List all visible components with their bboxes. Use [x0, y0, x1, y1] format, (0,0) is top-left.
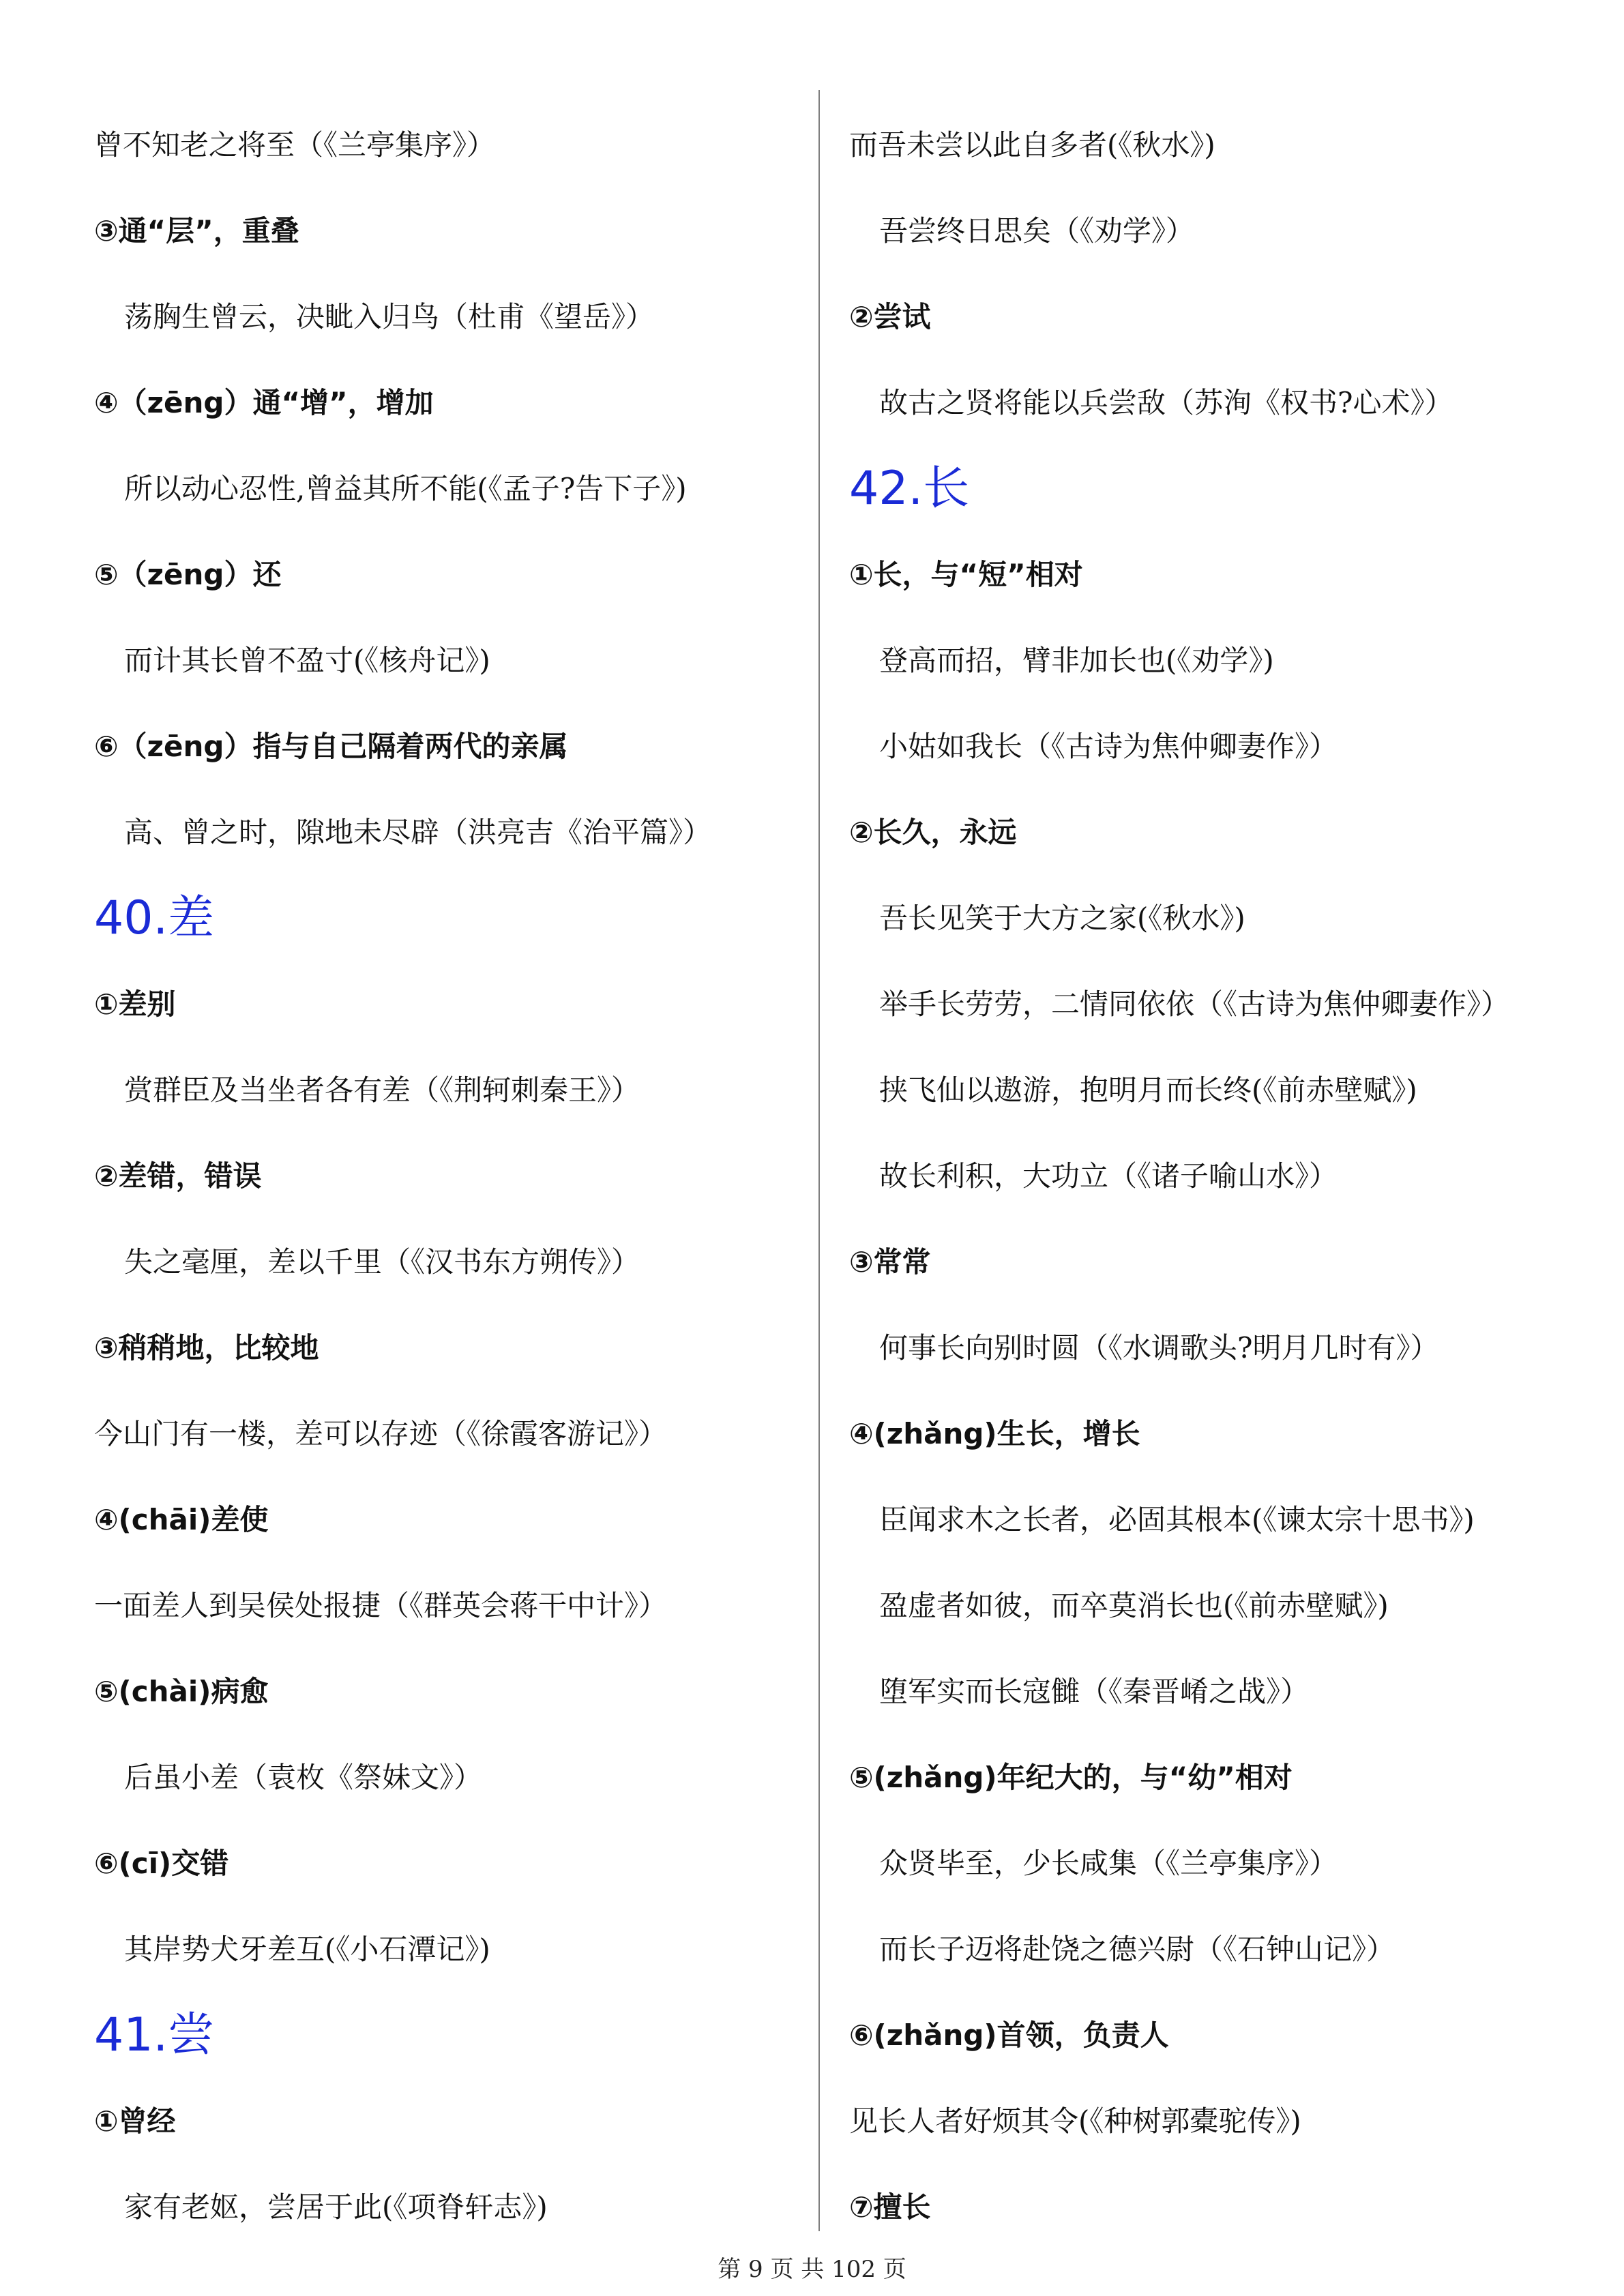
- example-sentence: 荡胸生曾云，决眦入归鸟（杜甫《望岳》）: [124, 300, 655, 333]
- example-sentence: 故古之贤将能以兵尝敌（苏洵《权书?心术》）: [879, 386, 1453, 419]
- example-sentence: 挟飞仙以遨游，抱明月而长终(《前赤壁赋》): [879, 1073, 1417, 1107]
- example-sentence: 而长子迈将赴饶之德兴尉（《石钟山记》）: [879, 1933, 1396, 1966]
- example-sentence: 吾长见笑于大方之家(《秋水》): [879, 901, 1245, 935]
- entry-heading: 41.尝: [94, 2008, 215, 2062]
- sense-definition: ⑥(cī)交错: [94, 1847, 229, 1880]
- example-sentence: 盈虚者如彼，而卒莫消长也(《前赤壁赋》): [879, 1589, 1389, 1622]
- example-sentence: 吾尝终日思矣（《劝学》）: [879, 214, 1195, 248]
- example-sentence: 故长利积，大功立（《诸子喻山水》）: [879, 1159, 1338, 1193]
- example-sentence: 赏群臣及当坐者各有差（《荆轲刺秦王》）: [124, 1073, 640, 1107]
- sense-definition: ①差别: [94, 987, 176, 1021]
- entry-heading: 40.差: [94, 891, 215, 945]
- sense-definition: ①曾经: [94, 2104, 176, 2138]
- sense-definition: ⑥（zēng）指与自己隔着两代的亲属: [94, 730, 568, 763]
- example-sentence: 曾不知老之将至（《兰亭集序》）: [94, 128, 496, 162]
- sense-definition: ①长，与“短”相对: [849, 558, 1083, 591]
- example-sentence: 家有老妪，尝居于此(《项脊轩志》): [124, 2190, 548, 2224]
- column-divider: [818, 90, 820, 2231]
- sense-definition: ④(chāi)差使: [94, 1503, 269, 1536]
- sense-definition: ②差错，错误: [94, 1159, 262, 1193]
- sense-definition: ⑤(zhǎng)年纪大的，与“幼”相对: [849, 1761, 1293, 1794]
- example-sentence: 今山门有一楼，差可以存迹（《徐霞客游记》）: [94, 1417, 668, 1450]
- example-sentence: 而吾未尝以此自多者(《秋水》): [849, 128, 1215, 162]
- sense-definition: ③通“层”，重叠: [94, 214, 299, 248]
- example-sentence: 后虽小差（袁枚《祭妹文》）: [124, 1761, 483, 1794]
- example-sentence: 臣闻求木之长者，必固其根本(《谏太宗十思书》): [879, 1503, 1475, 1536]
- left-column: [94, 102, 790, 2250]
- sense-definition: ④（zēng）通“增”，增加: [94, 386, 434, 419]
- entry-heading: 42.长: [849, 462, 970, 516]
- example-sentence: 见长人者好烦其令(《种树郭橐驼传》): [849, 2104, 1301, 2138]
- example-sentence: 失之毫厘，差以千里（《汉书东方朔传》）: [124, 1245, 640, 1279]
- sense-definition: ②尝试: [849, 300, 931, 333]
- example-sentence: 众贤毕至，少长咸集（《兰亭集序》）: [879, 1847, 1338, 1880]
- sense-definition: ⑦擅长: [849, 2190, 931, 2224]
- sense-definition: ④(zhǎng)生长，增长: [849, 1417, 1140, 1450]
- sense-definition: ③常常: [849, 1245, 931, 1279]
- sense-definition: ⑥(zhǎng)首领，负责人: [849, 2018, 1169, 2052]
- example-sentence: 登高而招，臂非加长也(《劝学》): [879, 644, 1274, 677]
- example-sentence: 所以动心忍性,曾益其所不能(《孟子?告下子》): [124, 472, 687, 505]
- example-sentence: 高、曾之时，隙地未尽辟（洪亮吉《治平篇》）: [124, 816, 712, 849]
- example-sentence: 小姑如我长（《古诗为焦仲卿妻作》）: [879, 730, 1338, 763]
- right-column: [849, 102, 1565, 2250]
- example-sentence: 何事长向别时圆（《水调歌头?明月几时有》）: [879, 1331, 1439, 1365]
- example-sentence: 一面差人到吴侯处报捷（《群英会蒋干中计》）: [94, 1589, 668, 1622]
- example-sentence: 堕军实而长寇雠（《秦晋崤之战》）: [879, 1675, 1310, 1708]
- sense-definition: ②长久，永远: [849, 816, 1017, 849]
- page-footer: 第 9 页 共 102 页: [718, 2256, 906, 2283]
- example-sentence: 举手长劳劳，二情同依依（《古诗为焦仲卿妻作》）: [879, 987, 1510, 1021]
- example-sentence: 而计其长曾不盈寸(《核舟记》): [124, 644, 490, 677]
- example-sentence: 其岸势犬牙差互(《小石潭记》): [124, 1933, 490, 1966]
- sense-definition: ⑤(chài)病愈: [94, 1675, 269, 1708]
- sense-definition: ③稍稍地，比较地: [94, 1331, 319, 1365]
- sense-definition: ⑤（zēng）还: [94, 558, 282, 591]
